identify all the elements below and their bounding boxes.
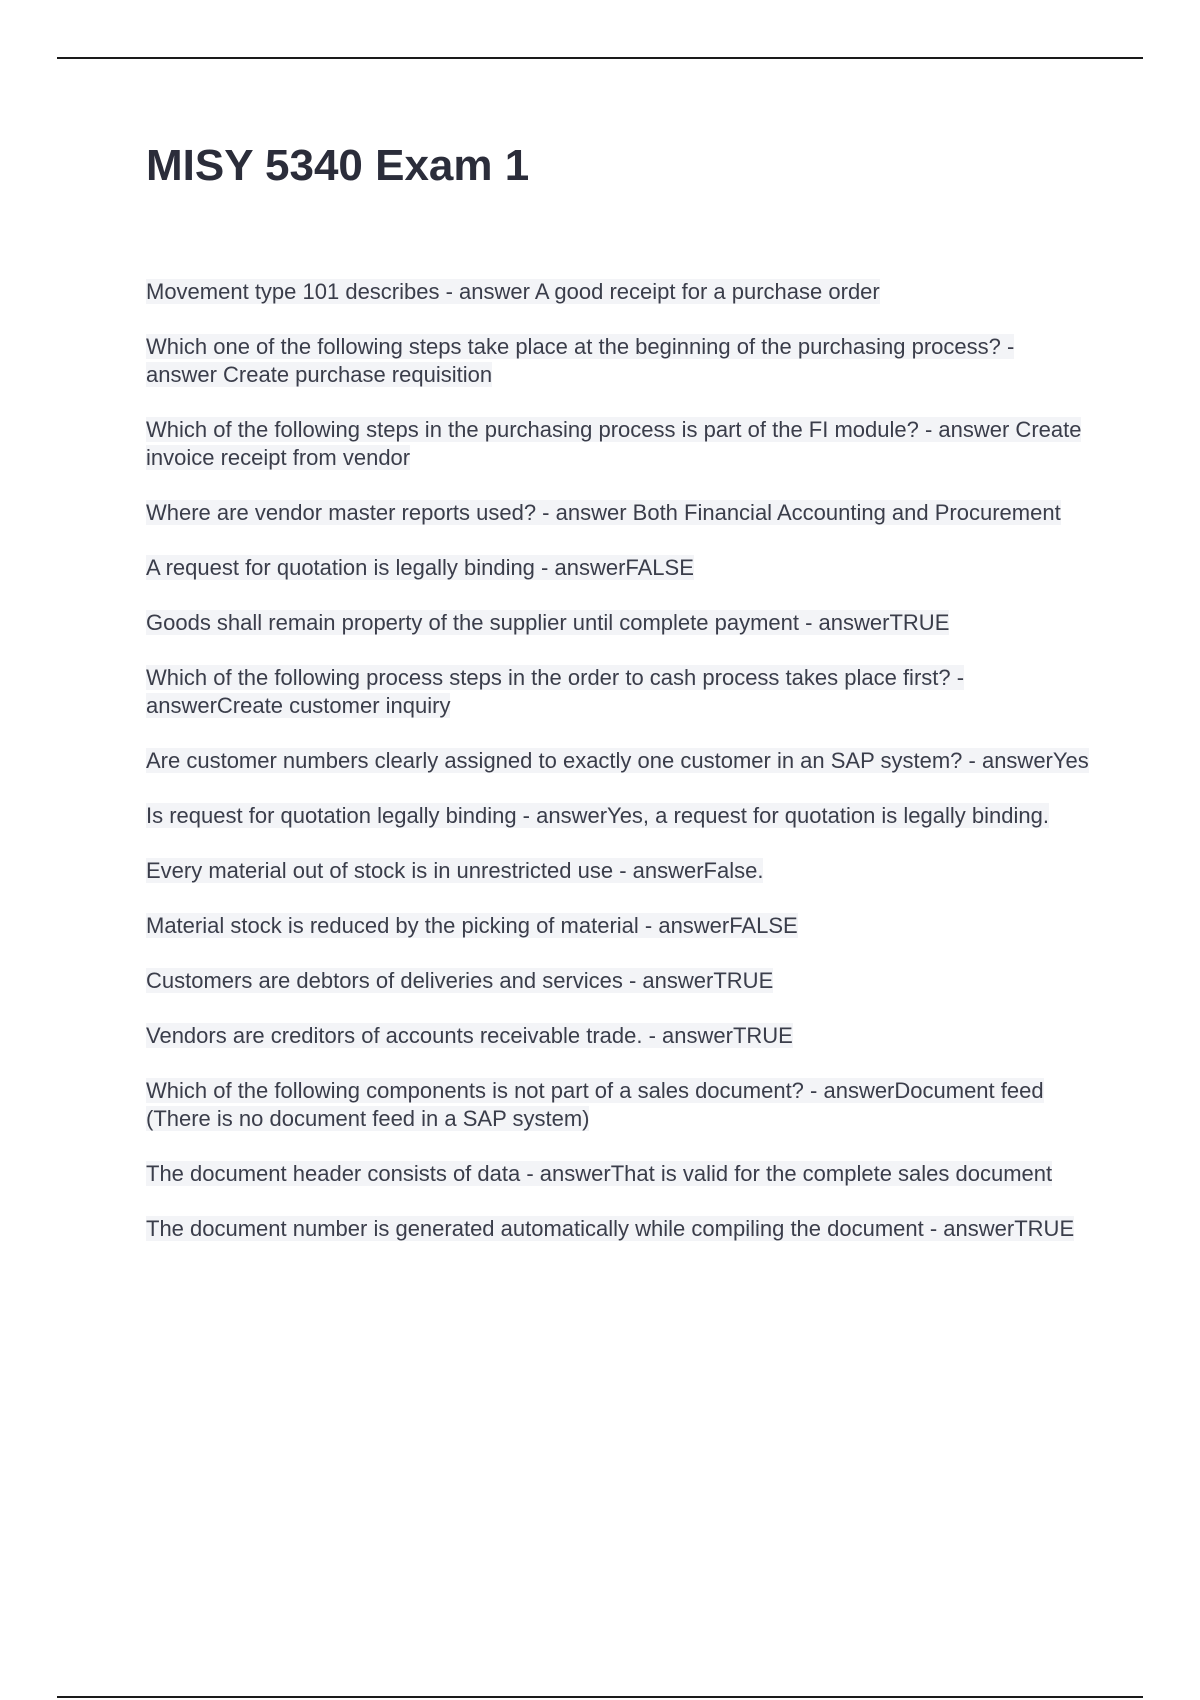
qa-item: Are customer numbers clearly assigned to exactly one customer in an SAP system? - answerYes (146, 747, 1089, 773)
document-body (146, 140, 1091, 1270)
qa-item: The document number is generated automatically while compiling the document - answerTRUE (146, 1215, 1075, 1241)
qa-item: Which of the following process steps in the order to cash process takes place first? - answerCreate customer inquiry (146, 664, 965, 718)
qa-item: Vendors are creditors of accounts receivable trade. - answerTRUE (146, 1022, 793, 1048)
qa-item: Is request for quotation legally binding - answerYes, a request for quotation is legally binding. (146, 802, 1049, 828)
page-title: MISY 5340 Exam 1 (146, 141, 530, 190)
qa-item: The document header consists of data - answerThat is valid for the complete sales document (146, 1160, 1053, 1186)
qa-item: A request for quotation is legally binding - answerFALSE (146, 554, 694, 580)
qa-item: Material stock is reduced by the picking of material - answerFALSE (146, 912, 798, 938)
qa-item: Every material out of stock is in unrestricted use - answerFalse. (146, 857, 764, 883)
qa-item: Customers are debtors of deliveries and services - answerTRUE (146, 967, 774, 993)
bottom-divider (57, 1696, 1143, 1698)
qa-item: Goods shall remain property of the supplier until complete payment - answerTRUE (146, 609, 950, 635)
qa-item: Which one of the following steps take place at the beginning of the purchasing process? - answer Create purchase requisition (146, 333, 1015, 387)
qa-item: Which of the following steps in the purchasing process is part of the FI module? - answer Create invoice receipt from vendor (146, 416, 1082, 470)
qa-list (146, 278, 1091, 1243)
top-divider (57, 57, 1143, 59)
qa-item: Where are vendor master reports used? - answer Both Financial Accounting and Procurement (146, 499, 1061, 525)
qa-item: Which of the following components is not part of a sales document? - answerDocument feed (There is no document feed in a SAP system) (146, 1077, 1044, 1131)
qa-item: Movement type 101 describes - answer A good receipt for a purchase order (146, 278, 880, 304)
